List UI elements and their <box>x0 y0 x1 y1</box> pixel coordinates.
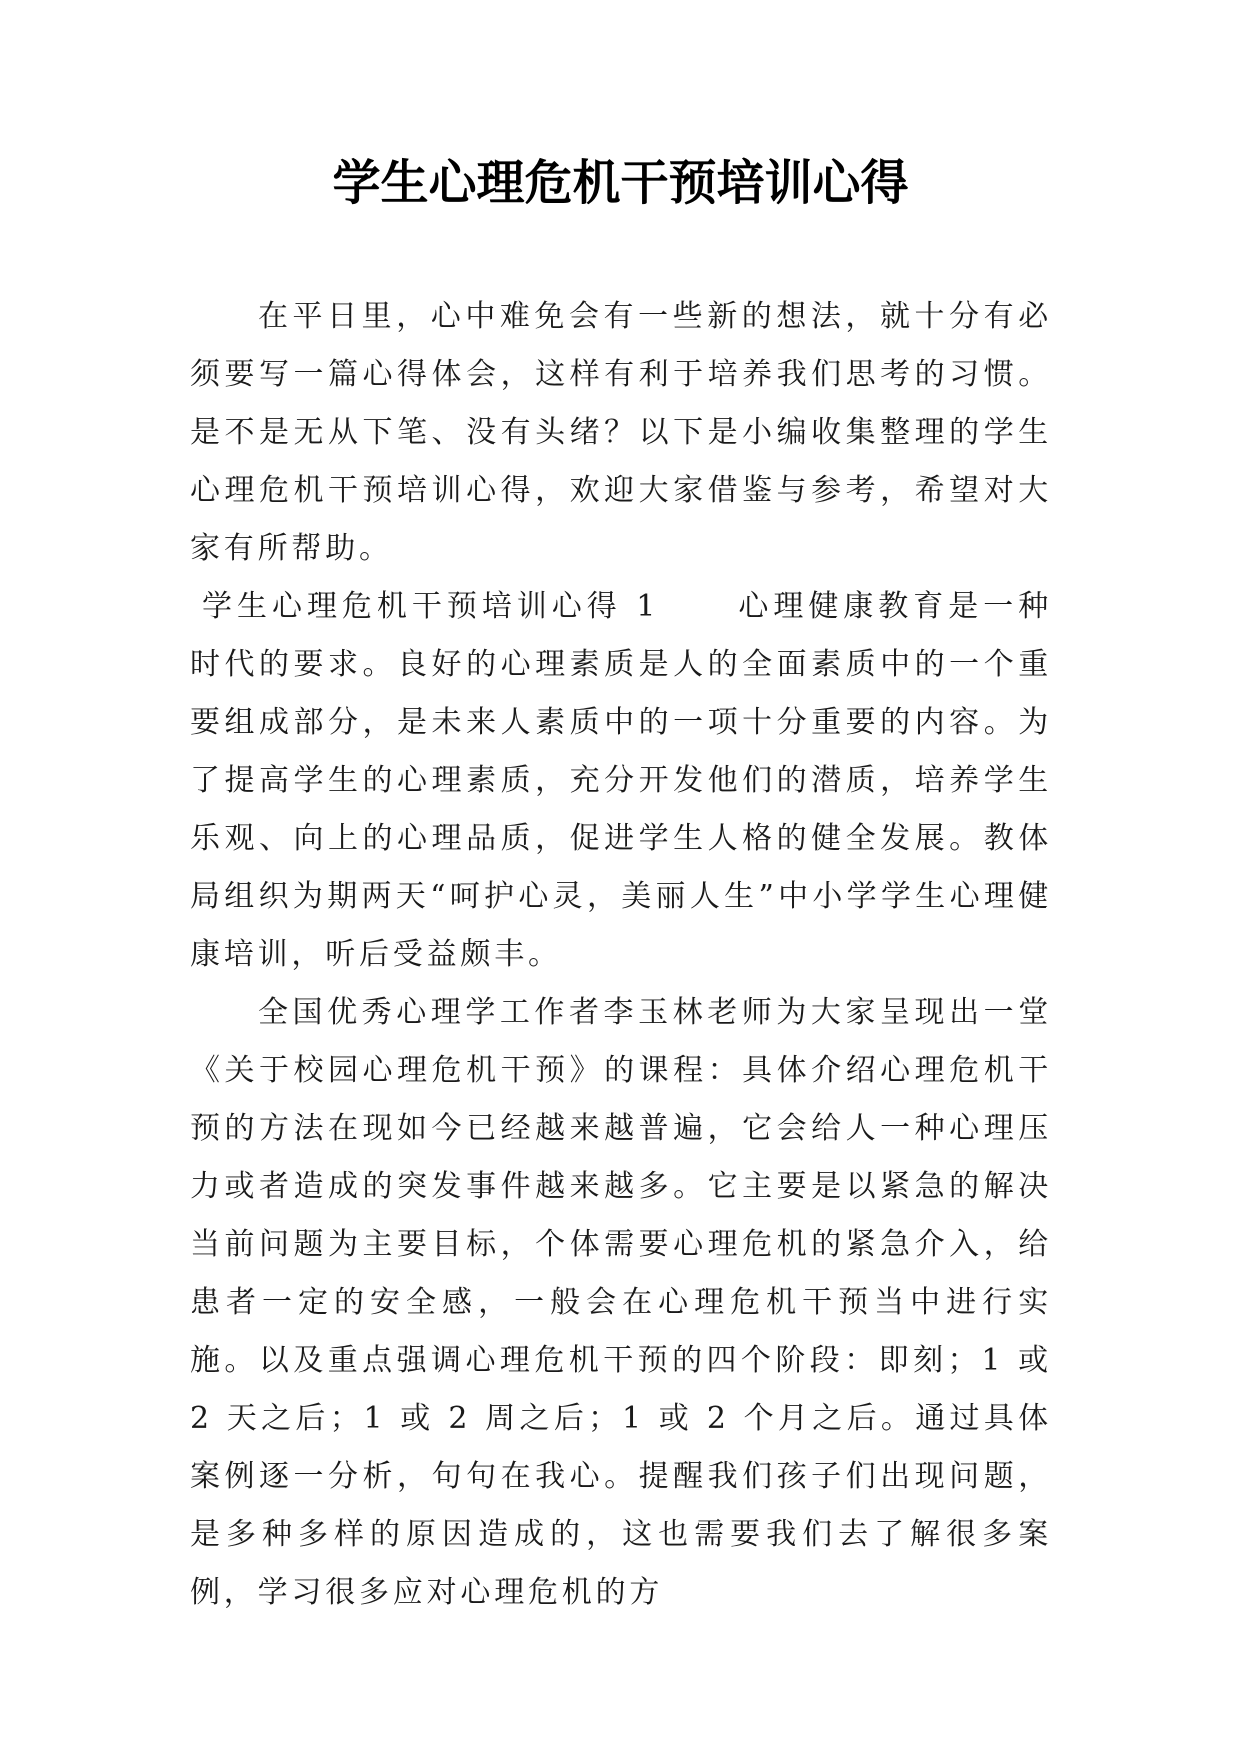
document-body <box>190 288 1052 1622</box>
document-title: 学生心理危机干预培训心得 <box>332 155 909 211</box>
body-paragraph: 全国优秀心理学工作者李玉林老师为大家呈现出一堂《关于校园心理危机干预》的课程：具体介绍心理危机干预的方法在现如今已经越来越普遍，它会给人一种心理压力或者造成的突发事件越来越多。它主要是以紧急的解决当前问题为主要目标，个体需要心理危机的紧急介入，给患者一定的安全感，一般会在心理危机干预当中进行实施。以及重点强调心理危机干预的四个阶段：即刻；1 或 2 天之后；1 或 2 周之后；1 或 2 个月之后。通过具体案例逐一分析，句句在我心。提醒我们孩子们出现问题，是多种多样的原因造成的，这也需要我们去了解很多案例，学习很多应对心理危机的方 <box>190 995 1052 1610</box>
section-1-paragraph <box>190 578 1052 984</box>
intro-paragraph: 在平日里，心中难免会有一些新的想法，就十分有必须要写一篇心得体会，这样有利于培养我们思考的习惯。是不是无从下笔、没有头绪？以下是小编收集整理的学生心理危机干预培训心得，欢迎大家借鉴与参考，希望对大家有所帮助。 <box>190 299 1052 566</box>
section-1-text: 心理健康教育是一种时代的要求。良好的心理素质是人的全面素质中的一个重要组成部分，是未来人素质中的一项十分重要的内容。为了提高学生的心理素质，充分开发他们的潜质，培养学生乐观、向上的心理品质，促进学生人格的健全发展。教体局组织为期两天“呵护心灵，美丽人生”中小学学生心理健康培训，听后受益颇丰。 <box>190 589 1052 972</box>
section-1-heading: 学生心理危机干预培训心得 1 <box>202 589 660 624</box>
